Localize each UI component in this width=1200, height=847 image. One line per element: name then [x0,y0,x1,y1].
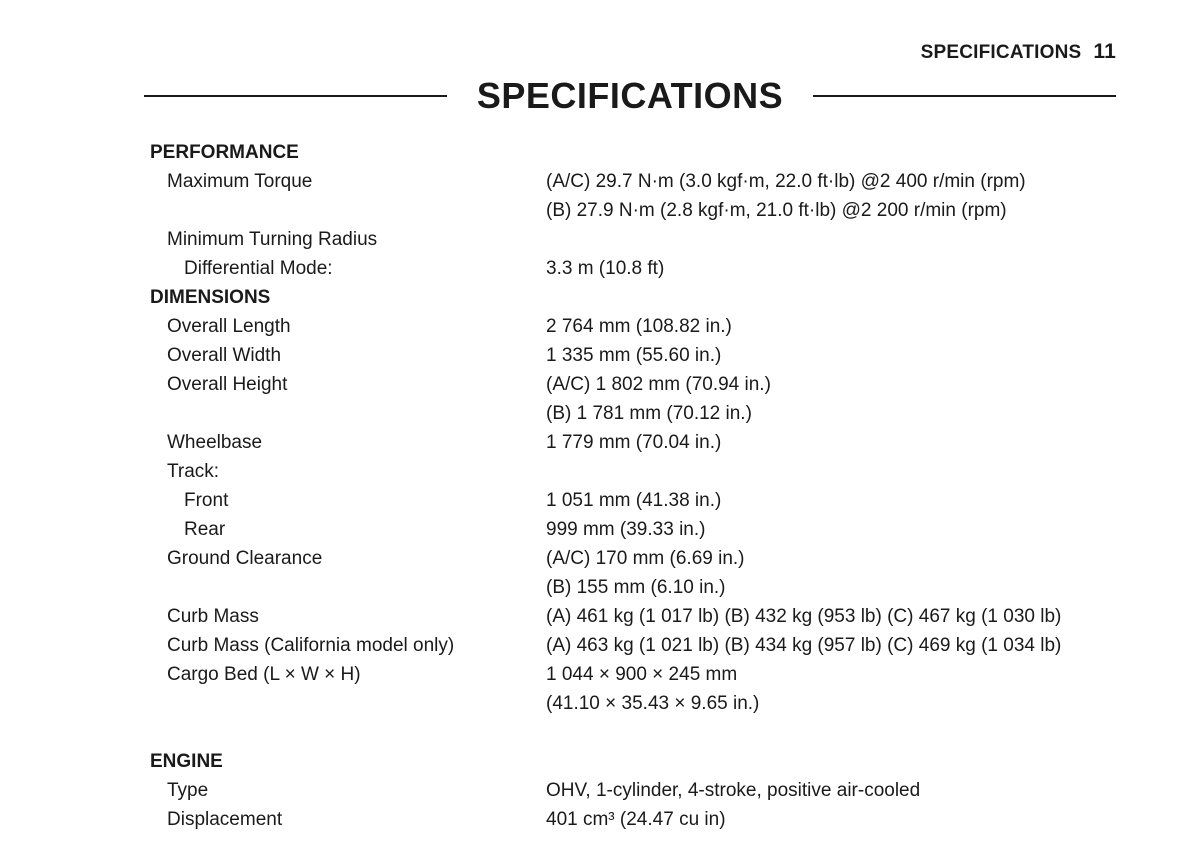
spec-row [150,196,1110,225]
spec-value: (A/C) 170 mm (6.69 in.) [546,547,745,569]
spec-value: 999 mm (39.33 in.) [546,518,706,540]
spec-row [150,776,1110,805]
spec-value: 1 335 mm (55.60 in.) [546,344,722,366]
spec-row [150,312,1110,341]
spec-value: OHV, 1-cylinder, 4-stroke, positive air-cooled [546,779,921,801]
spec-row [150,370,1110,399]
page-title: SPECIFICATIONS [476,75,784,116]
spec-label: Maximum Torque [167,170,313,192]
spec-value: 1 779 mm (70.04 in.) [546,431,722,453]
spec-value: 1 051 mm (41.38 in.) [546,489,722,511]
spec-label: Minimum Turning Radius [167,228,378,250]
spec-value: (A/C) 29.7 N·m (3.0 kgf·m, 22.0 ft·lb) @2 400 r/min (rpm) [546,170,1026,192]
spec-label: Cargo Bed (L × W × H) [167,663,361,685]
title-rule-right [813,95,1116,97]
spec-label: Differential Mode: [184,257,333,279]
section-heading: PERFORMANCE [150,141,299,163]
title-rule-left [144,95,447,97]
section-heading-row [150,138,1110,167]
spec-row [150,602,1110,631]
spec-row [150,254,1110,283]
spec-label: Displacement [167,808,283,830]
spec-value: 2 764 mm (108.82 in.) [546,315,732,337]
spec-value: 1 044 × 900 × 245 mm [546,663,738,685]
running-header-section: SPECIFICATIONS [920,42,1082,63]
spec-row [150,167,1110,196]
spec-label: Wheelbase [167,431,263,453]
spec-row [150,341,1110,370]
spec-value: (A) 463 kg (1 021 lb) (B) 434 kg (957 lb) (C) 469 kg (1 034 lb) [546,634,1062,656]
spec-row [150,718,1110,747]
spec-row [150,428,1110,457]
spec-row [150,660,1110,689]
spec-label: Type [167,779,209,801]
spec-row [150,515,1110,544]
section-heading: ENGINE [150,750,223,772]
spec-label: Front [184,489,229,511]
page-number: 11 [1093,40,1116,63]
section-heading: DIMENSIONS [150,286,271,308]
page-title-row [144,72,1116,120]
spec-label: Ground Clearance [167,547,323,569]
spec-value: (A/C) 1 802 mm (70.94 in.) [546,373,771,395]
spec-row [150,631,1110,660]
spec-label: Overall Width [167,344,282,366]
spec-row [150,573,1110,602]
spec-value: (B) 155 mm (6.10 in.) [546,576,726,598]
spec-label: Track: [167,460,220,482]
spec-label: Rear [184,518,226,540]
specification-list [150,138,1110,834]
spec-row [150,225,1110,254]
spec-label: Curb Mass [167,605,259,627]
section-heading-row [150,283,1110,312]
spec-value: (B) 27.9 N·m (2.8 kgf·m, 21.0 ft·lb) @2 200 r/min (rpm) [546,199,1007,221]
spec-row [150,689,1110,718]
spec-value: 401 cm³ (24.47 cu in) [546,808,726,830]
spec-row [150,544,1110,573]
spec-row [150,457,1110,486]
spec-row [150,486,1110,515]
spec-value: (B) 1 781 mm (70.12 in.) [546,402,752,424]
spec-row [150,399,1110,428]
section-heading-row [150,747,1110,776]
spec-label: Overall Height [167,373,288,395]
spec-row [150,805,1110,834]
spec-value: (41.10 × 35.43 × 9.65 in.) [546,692,760,714]
spec-value: 3.3 m (10.8 ft) [546,257,665,279]
running-header [921,40,1116,64]
spec-label: Curb Mass (California model only) [167,634,455,656]
spec-value: (A) 461 kg (1 017 lb) (B) 432 kg (953 lb) (C) 467 kg (1 030 lb) [546,605,1062,627]
spec-label: Overall Length [167,315,291,337]
